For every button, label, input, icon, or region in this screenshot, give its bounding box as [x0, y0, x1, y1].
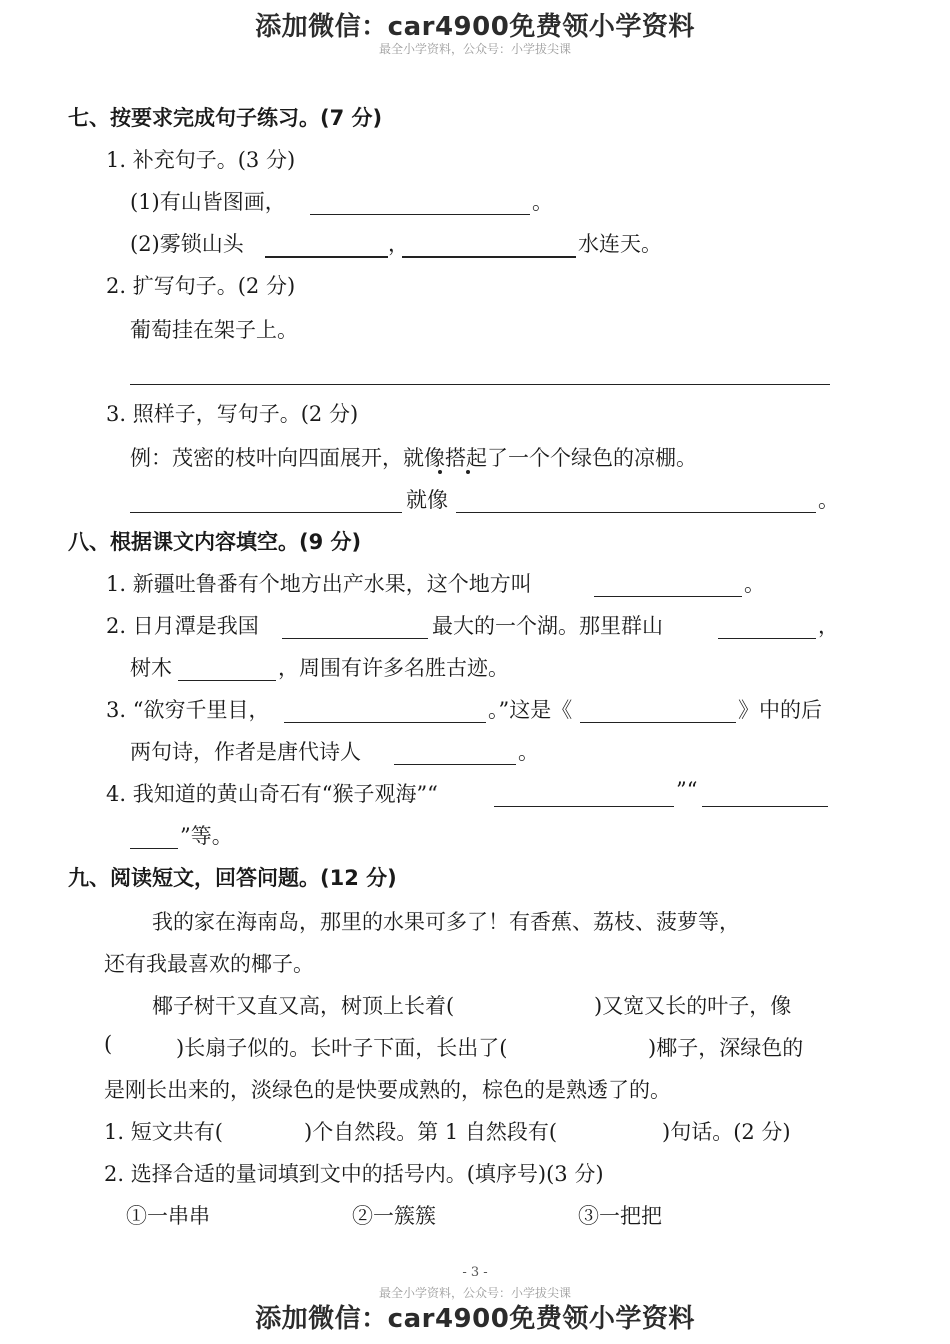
s7-q2-sentence: 葡萄挂在架子上。 [130, 318, 298, 342]
passage-p2-line3: 是刚长出来的，淡绿色的是快要成熟的，棕色的是熟透了的。 [104, 1078, 671, 1102]
section-7-title: 七、按要求完成句子练习。(7 分) [68, 106, 383, 130]
s7-q3-blank-1[interactable] [130, 512, 402, 513]
s8-q4-text: 4. 我知道的黄山奇石有“猴子观海”“ [106, 782, 438, 806]
s8-q3-post: 》中的后 [738, 698, 822, 722]
s8-q1-end: 。 [744, 572, 765, 596]
passage-p2-line1a: 椰子树干又直又高，树顶上长着( [152, 994, 455, 1018]
option-2: ②一簇簇 [352, 1204, 436, 1228]
emphasis-dot [466, 470, 470, 474]
s8-q2b-post: ，周围有许多名胜古迹。 [278, 656, 509, 680]
s8-q4-mid: ”“ [676, 778, 698, 802]
passage-p2-line2c: )椰子，深绿色的 [648, 1036, 804, 1060]
s8-q4-blank-1[interactable] [494, 806, 674, 807]
s8-q2b-blank[interactable] [178, 680, 276, 681]
s8-q4b-post: ”等。 [180, 824, 233, 848]
faint-header-text: 最全小学资料，公众号：小学拔尖课 [378, 42, 571, 56]
s7-q1a-end: 。 [532, 190, 553, 214]
s7-q3-example: 例：茂密的枝叶向四面展开，就像搭起了一个个绿色的凉棚。 [130, 446, 697, 470]
s8-q2-end: ， [818, 614, 839, 638]
option-3: ③一把把 [578, 1204, 662, 1228]
passage-p2-line2b: )长扇子似的。长叶子下面，长出了( [176, 1036, 508, 1060]
s9-q1-part3: )句话。(2 分) [662, 1120, 791, 1144]
s7-q3-end: 。 [818, 488, 839, 512]
s7-q3-label: 3. 照样子，写句子。(2 分) [106, 402, 359, 426]
s7-q1b-comma: ， [388, 232, 409, 256]
s9-q1-part1: 1. 短文共有( [104, 1120, 223, 1144]
passage-p1-line2: 还有我最喜欢的椰子。 [104, 952, 314, 976]
s7-q1b-blank-1[interactable] [265, 256, 388, 258]
s7-q2-label: 2. 扩写句子。(2 分) [106, 274, 296, 298]
s8-q3-blank-2[interactable] [580, 722, 736, 723]
s9-q2-label: 2. 选择合适的量词填到文中的括号内。(填序号)(3 分) [104, 1162, 604, 1186]
s8-q4-blank-2[interactable] [702, 806, 828, 807]
passage-p1-line1: 我的家在海南岛，那里的水果可多了！有香蕉、荔枝、菠萝等， [152, 910, 740, 934]
s8-q2-text: 2. 日月潭是我国 [106, 614, 259, 638]
s8-q2-mid: 最大的一个湖。那里群山 [432, 614, 663, 638]
s8-q1-blank[interactable] [594, 596, 742, 597]
watermark-banner-top: 添加微信：car4900免费领小学资料 [255, 12, 695, 42]
s8-q3b-blank[interactable] [394, 764, 516, 765]
option-1: ①一串串 [126, 1204, 210, 1228]
faint-footer-text: 最全小学资料，公众号：小学拔尖课 [378, 1286, 571, 1300]
s7-q3-blank-2[interactable] [456, 512, 816, 513]
passage-p2-line1b: )又宽又长的叶子，像 [594, 994, 792, 1018]
s7-q1b-text: (2)雾锁山头 [130, 232, 244, 256]
s7-q1a-blank[interactable] [310, 214, 530, 215]
section-9-title: 九、阅读短文，回答问题。(12 分) [68, 866, 397, 890]
s8-q2-blank-1[interactable] [282, 638, 428, 639]
s7-q1b-blank-2[interactable] [402, 256, 576, 258]
watermark-banner-bottom: 添加微信：car4900免费领小学资料 [255, 1304, 695, 1334]
s8-q2b-text: 树木 [130, 656, 172, 680]
s8-q3b-text: 两句诗，作者是唐代诗人 [130, 740, 361, 764]
page-number: - 3 - [462, 1265, 488, 1280]
s7-q2-answer-line[interactable] [130, 384, 830, 385]
s8-q4-blank-2-cont[interactable] [130, 848, 178, 849]
s8-q1-text: 1. 新疆吐鲁番有个地方出产水果，这个地方叫 [106, 572, 532, 596]
emphasis-dot [438, 470, 442, 474]
s8-q3b-end: 。 [518, 740, 539, 764]
section-8-title: 八、根据课文内容填空。(9 分) [68, 530, 362, 554]
s7-q1-label: 1. 补充句子。(3 分) [106, 148, 296, 172]
s9-q1-part2: )个自然段。第 1 自然段有( [304, 1120, 558, 1144]
passage-p2-line2a: ( [104, 1032, 113, 1056]
s8-q3-blank-1[interactable] [284, 722, 486, 723]
s7-q3-mid: 就像 [406, 488, 448, 512]
s7-q1a-text: (1)有山皆图画， [130, 190, 286, 214]
s8-q2-blank-2[interactable] [718, 638, 816, 639]
s7-q1b-post: 水连天。 [578, 232, 662, 256]
s8-q3-mid: 。”这是《 [488, 698, 573, 722]
s8-q3-text: 3. “欲穷千里目， [106, 698, 270, 722]
